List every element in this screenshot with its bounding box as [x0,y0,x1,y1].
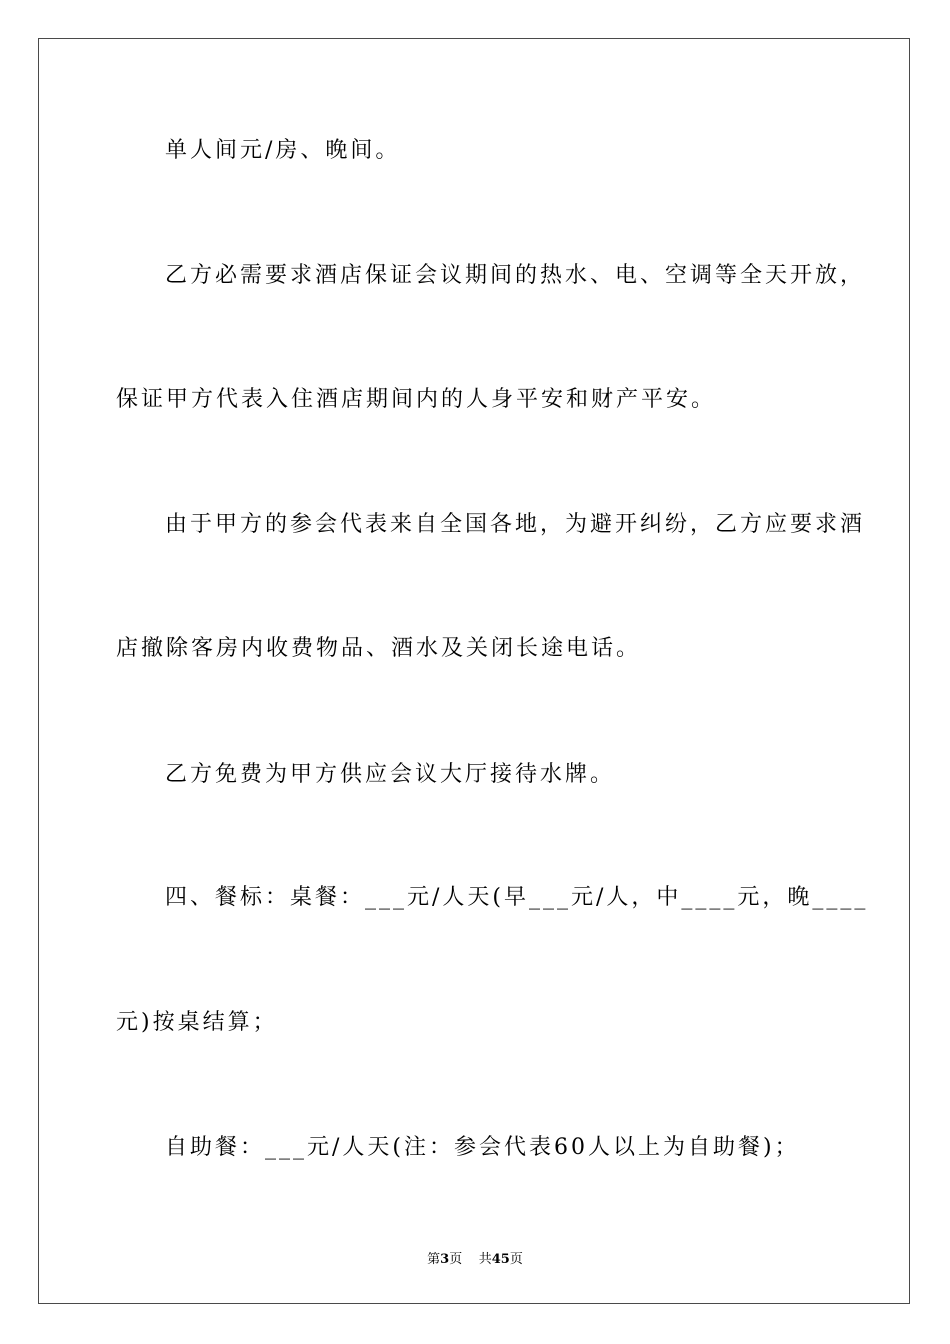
paragraph-room-rate: 单人间元/房、晚间。 [165,138,401,163]
paragraph-disputes: 由于甲方的参会代表来自全国各地，为避开纠纷，乙方应要求酒 [165,512,866,537]
page-border [38,38,910,1304]
paragraph-meal-standard: 四、餐标：桌餐：___元/人天(早___元/人，中____元，晚____ [165,885,869,910]
footer-page-suffix: 页 [449,1252,463,1267]
footer-page-prefix: 第 [427,1252,441,1267]
footer-total-pages: 45 [491,1252,510,1267]
paragraph-utilities: 乙方必需要求酒店保证会议期间的热水、电、空调等全天开放， [165,263,866,288]
paragraph-safety: 保证甲方代表入住酒店期间内的人身平安和财产平安。 [116,387,717,412]
footer-total-prefix: 共 [478,1252,492,1267]
paragraph-signboard: 乙方免费为甲方供应会议大厅接待水牌。 [165,762,616,787]
paragraph-meal-settlement: 元)按桌结算； [116,1010,278,1035]
footer-page-number: 3 [440,1252,450,1267]
paragraph-buffet: 自助餐：___元/人天(注：参会代表60人以上为自助餐)； [165,1135,800,1160]
paragraph-room-items: 店撤除客房内收费物品、酒水及关闭长途电话。 [116,636,642,661]
page-footer [0,1248,950,1267]
footer-total-suffix: 页 [509,1252,523,1267]
